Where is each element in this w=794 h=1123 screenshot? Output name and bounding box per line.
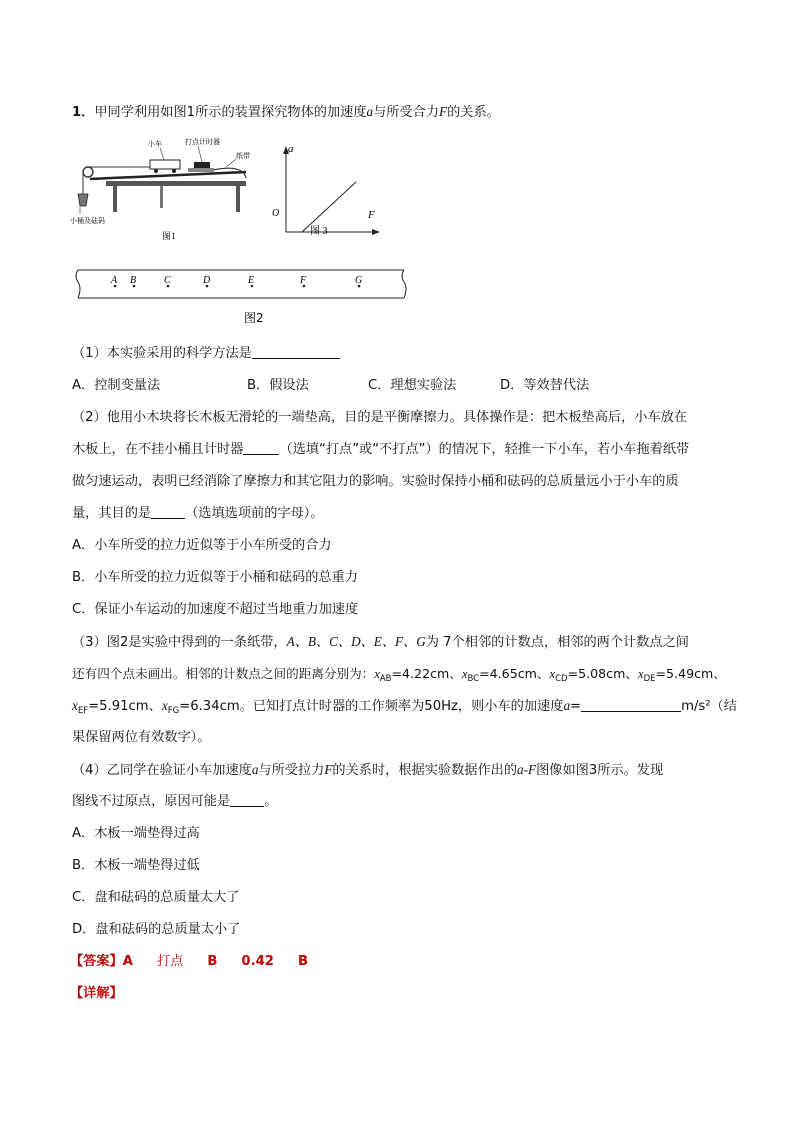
point-label-D: D [203,275,211,286]
point-label-B: B [130,275,137,286]
part2-line3: 做匀速运动，表明已经消除了摩擦力和其它阻力的影响。实验时保持小桶和砝码的总质量远小于小车的质 [72,474,679,489]
figure-1-apparatus [68,134,268,246]
part2-line2: 木板上，在不挂小桶且计时器 （选填“打点”或“不打点”）的情况下，轻推一下小车，若小车拖着纸带 [72,442,690,457]
option-1A: A．控制变量法 [72,378,161,393]
figure-1-label: 图1 [162,231,176,241]
cart [150,160,180,169]
table-top [106,181,246,186]
question-number: 1． [72,105,95,120]
part4-line2: 图线不过原点，原因可能是 。 [72,794,278,809]
label-tape: 纸带 [236,152,250,160]
option-4C: C．盘和砝码的总质量太大了 [72,890,240,905]
option-1B: B．假设法 [247,378,309,393]
option-4B: B．木板一端垫得过低 [72,858,200,873]
answer-blank-5[interactable] [230,794,264,807]
question-stem: 1．甲同学利用如图1所示的装置探究物体的加速度a与所受合力F的关系。 [72,104,500,120]
point-label-A: A [111,275,118,286]
point-label-G: G [355,275,363,286]
part3-line1: （3）图2是实验中得到的一条纸带，A、B、C、D、E、F、G为 7个相邻的计数点，相邻的两个计数点之间 [72,634,689,650]
part2-line4: 量，其目的是 （选填选项前的字母）。 [72,506,324,521]
stem-text: 甲同学利用如图1所示的装置探究物体的加速度 [94,105,367,120]
option-2A: A．小车所受的拉力近似等于小车所受的合力 [72,538,332,553]
figure-2-label: 图2 [244,311,264,325]
option-4D: D．盘和砝码的总质量太小了 [72,922,241,937]
option-2C: C．保证小车运动的加速度不超过当地重力加速度 [72,602,359,617]
origin-label: O [272,208,280,219]
answer-blank-4[interactable] [581,699,681,712]
label-bucket: 小桶及砝码 [70,217,105,225]
part3-line2: 还有四个点未画出。相邻的计数点之间的距离分别为：$x_{AB}=4.22cm$、$x_{BC}=4.65cm$、$x_{CD}=5.08cm$、$x_{DE}=5.49cm$、 [72,666,726,684]
option-1C: C．理想实验法 [368,378,457,393]
answer-value-5: B [297,954,309,969]
tape-points [110,275,362,287]
answer-line [70,953,308,971]
option-1D: D．等效替代法 [500,378,590,393]
answer-blank-3[interactable] [151,506,185,519]
answer-value-2: 打点 [156,954,184,969]
answer-value-1: A [122,954,133,969]
part3-line3: $x_{EF}=5.91cm$、$x_{FG}=6.34cm$。已知打点计时器的工作频率为50Hz，则小车的加速度a= m/s²（结 [72,698,737,716]
part4-line1: （4）乙同学在验证小车加速度a与所受拉力F的关系时，根据实验数据作出的a-F图像如图3所示。发现 [72,762,664,778]
y-axis-label: a [288,143,294,155]
label-timer: 打点计时器 [185,138,220,146]
bucket [78,194,88,206]
figure-3-graph [268,138,388,238]
figure-2-tape [72,264,412,330]
answer-blank-1[interactable] [252,346,340,359]
answer-value-4: 0.42 [241,954,274,969]
answer-blank-2[interactable] [243,442,279,455]
board [90,172,246,179]
part3-line4: 果保留两位有效数字）。 [72,730,211,745]
part2-line1: （2）他用小木块将长木板无滑轮的一端垫高，目的是平衡摩擦力。具体操作是：把木板垫高后，小车放在 [72,410,688,425]
x-axis-label: F [368,209,375,221]
detail-label: 【详解】 [70,986,123,1001]
figure-3-label: 图 3 [310,226,328,237]
option-4A: A．木板一端垫得过高 [72,826,200,841]
part1-question: （1）本实验采用的科学方法是 [72,345,340,363]
point-label-C: C [164,275,171,286]
option-2B: B．小车所受的拉力近似等于小桶和砝码的总重力 [72,570,358,585]
point-label-E: E [248,275,255,286]
pulley [83,167,93,177]
point-label-F: F [300,275,307,286]
graph-line [302,182,356,232]
label-cart: 小车 [148,140,162,148]
answer-label: 【答案】 [70,954,123,969]
answer-value-3: B [207,954,218,969]
